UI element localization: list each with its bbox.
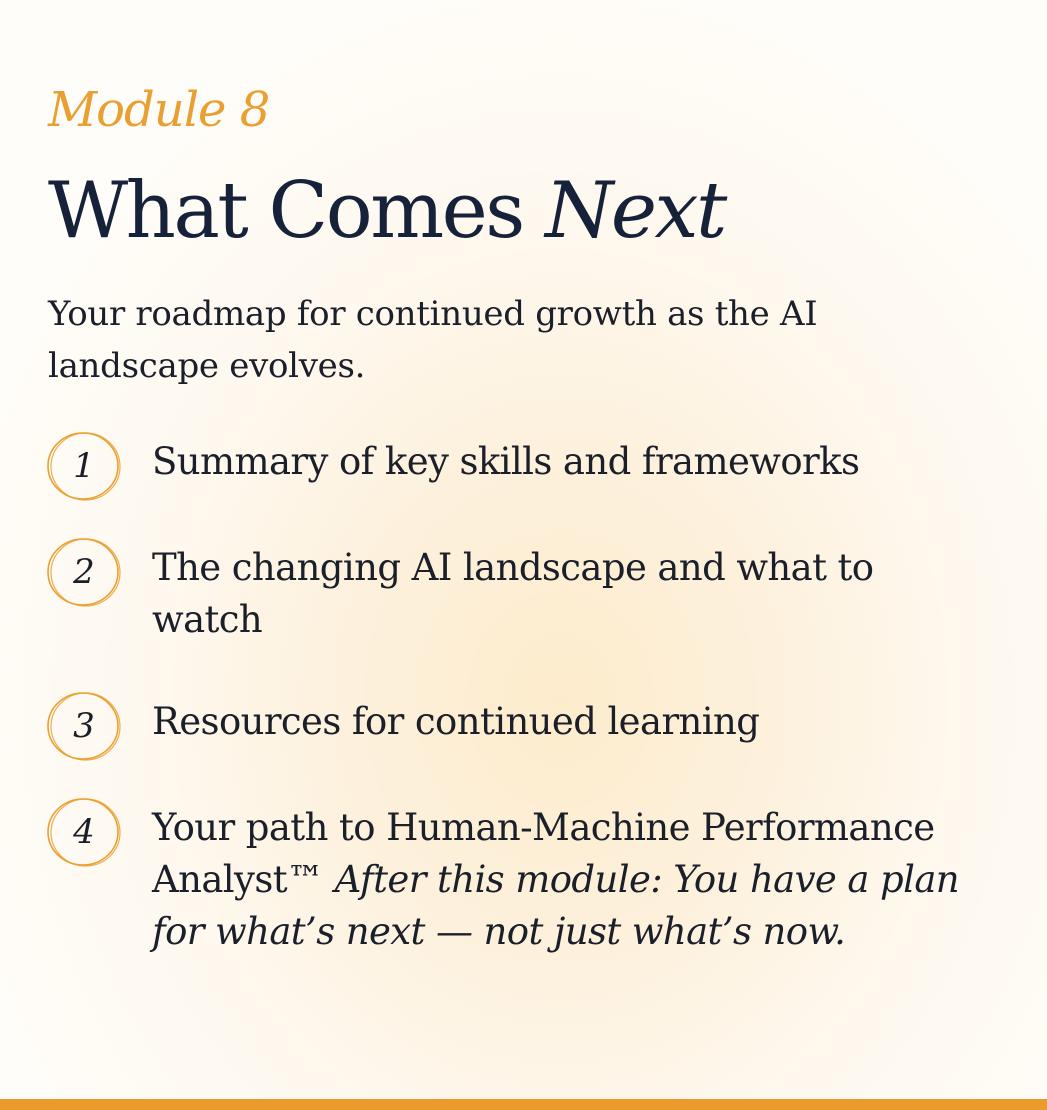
number-badge — [46, 430, 124, 502]
item-number: 2 — [73, 552, 95, 592]
page-title — [48, 163, 725, 259]
item-note: After this module: You have a plan for what’s next — not just what’s now. — [152, 858, 960, 953]
number-badge — [46, 690, 124, 762]
module-eyebrow: Module 8 — [48, 82, 270, 138]
item-number: 3 — [73, 706, 95, 746]
item-number: 1 — [73, 446, 95, 486]
item-number: 4 — [73, 812, 95, 852]
item-text — [152, 802, 972, 958]
item-text-main: Your path to Human-Machine Performance Analyst™ — [152, 806, 935, 901]
page-subtitle: Your roadmap for continued growth as the AI landscape evolves. — [48, 294, 818, 386]
bottom-accent-bar — [0, 1099, 1047, 1110]
item-text: Resources for continued learning — [152, 700, 760, 743]
number-badge — [46, 536, 124, 608]
number-badge — [46, 796, 124, 868]
title-emphasis: Next — [545, 166, 725, 256]
item-text: The changing AI landscape and what to watch — [152, 546, 874, 641]
item-text: Summary of key skills and frameworks — [152, 440, 860, 483]
title-main: What Comes — [48, 166, 546, 256]
